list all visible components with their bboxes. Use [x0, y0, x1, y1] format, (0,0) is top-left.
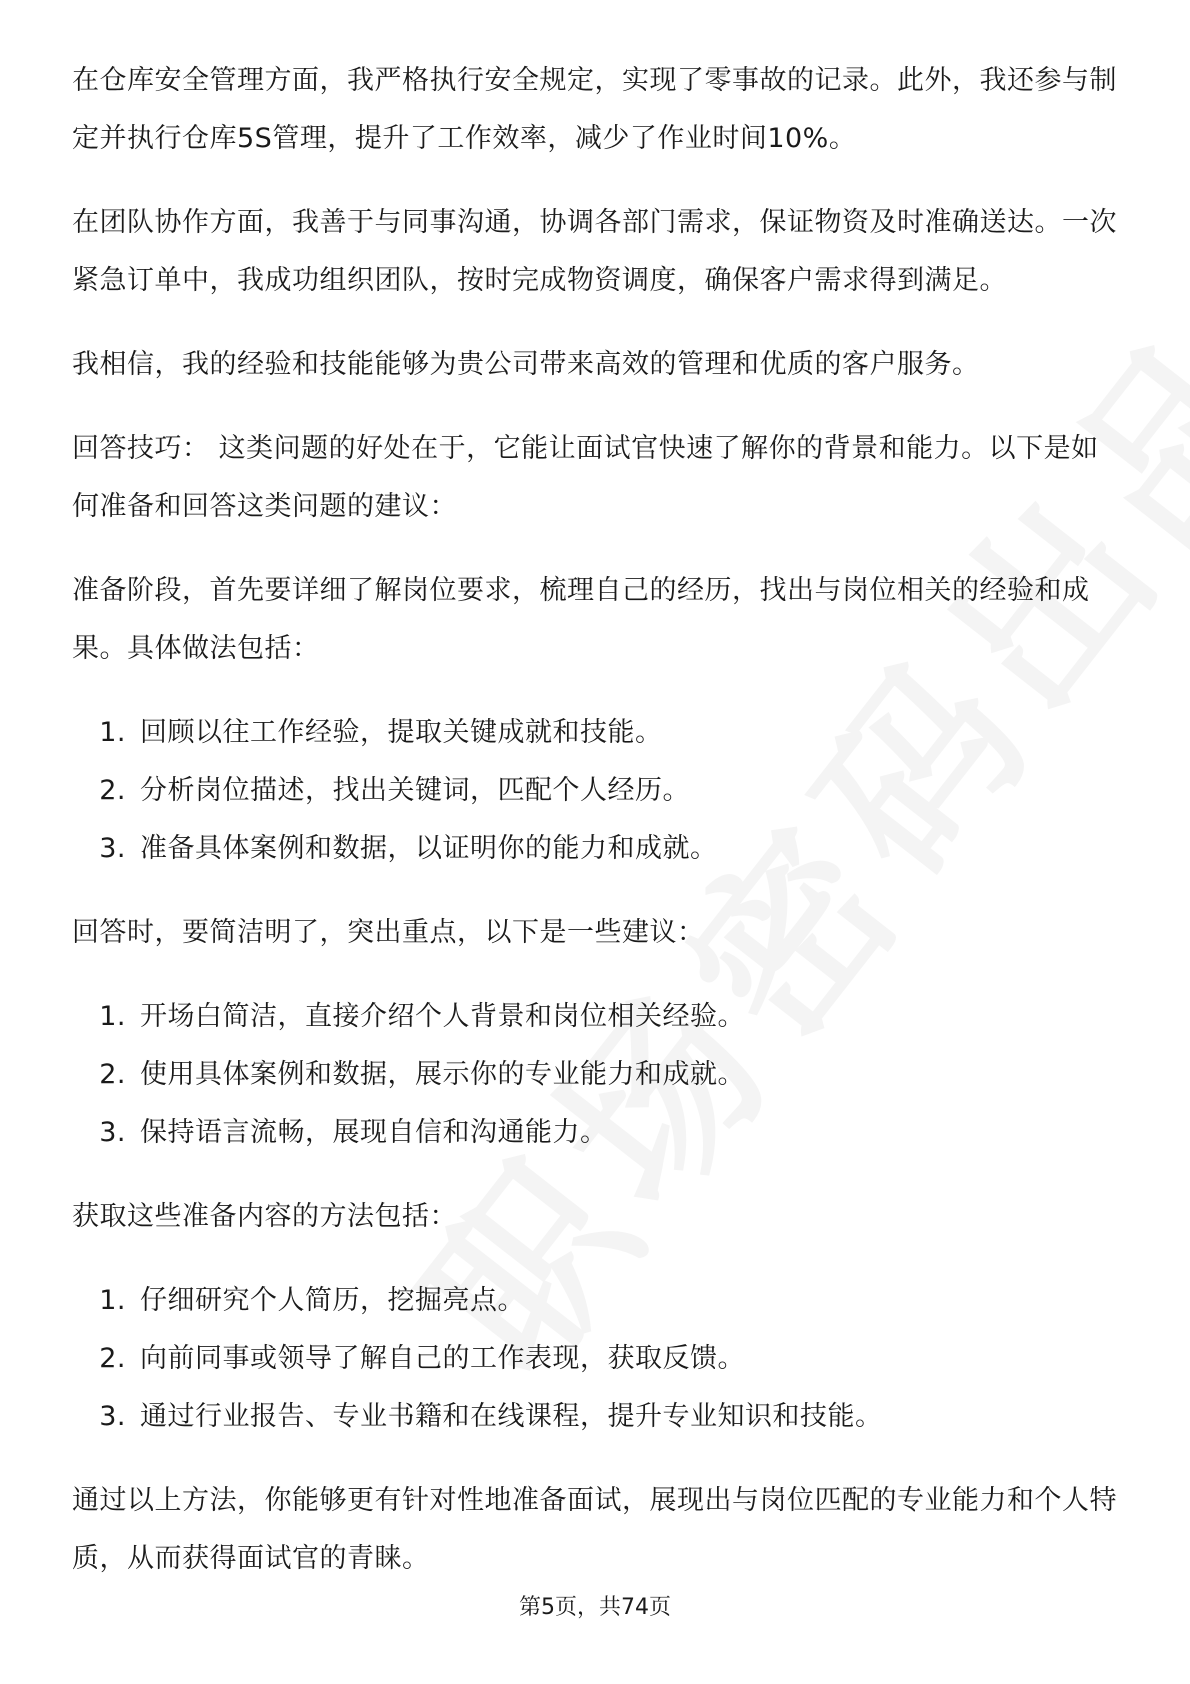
list-text: 仔细研究个人简历，挖掘亮点。 — [140, 1285, 525, 1316]
list-text: 向前同事或领导了解自己的工作表现，获取反馈。 — [140, 1343, 745, 1374]
paragraph-answer-tips: 回答技巧： 这类问题的好处在于，它能让面试官快速了解你的背景和能力。以下是如何准备和回答这类问题的建议： — [72, 433, 1099, 522]
list-item — [72, 1388, 1122, 1446]
paragraph-belief: 我相信，我的经验和技能能够为贵公司带来高效的管理和优质的客户服务。 — [72, 349, 980, 380]
list-number: 3. — [99, 1117, 126, 1148]
paragraph-conclusion: 通过以上方法，你能够更有针对性地准备面试，展现出与岗位匹配的专业能力和个人特质，从而获得面试官的青睐。 — [72, 1485, 1117, 1574]
list-text: 分析岗位描述，找出关键词，匹配个人经历。 — [140, 775, 690, 806]
list-number: 3. — [99, 1401, 126, 1432]
list-text: 准备具体案例和数据，以证明你的能力和成就。 — [140, 833, 718, 864]
list-item — [72, 1330, 1122, 1388]
document-body — [72, 52, 1122, 1614]
list-number: 1. — [99, 1001, 126, 1032]
list-answer — [72, 988, 1122, 1162]
list-item — [72, 1272, 1122, 1330]
list-text: 保持语言流畅，展现自信和沟通能力。 — [140, 1117, 608, 1148]
list-item — [72, 988, 1122, 1046]
list-item — [72, 1104, 1122, 1162]
list-item — [72, 1046, 1122, 1104]
list-number: 2. — [99, 1059, 126, 1090]
paragraph-methods: 获取这些准备内容的方法包括： — [72, 1201, 457, 1232]
list-number: 2. — [99, 775, 126, 806]
list-number: 1. — [99, 717, 126, 748]
list-text: 开场白简洁，直接介绍个人背景和岗位相关经验。 — [140, 1001, 745, 1032]
list-number: 1. — [99, 1285, 126, 1316]
list-item — [72, 704, 1122, 762]
list-item — [72, 762, 1122, 820]
list-preparation — [72, 704, 1122, 878]
paragraph-warehouse-safety: 在仓库安全管理方面，我严格执行安全规定，实现了零事故的记录。此外，我还参与制定并执行仓库5S管理，提升了工作效率，减少了作业时间10%。 — [72, 65, 1117, 154]
list-item — [72, 820, 1122, 878]
list-text: 通过行业报告、专业书籍和在线课程，提升专业知识和技能。 — [140, 1401, 883, 1432]
paragraph-answer: 回答时，要简洁明了，突出重点，以下是一些建议： — [72, 917, 705, 948]
paragraph-teamwork: 在团队协作方面，我善于与同事沟通，协调各部门需求，保证物资及时准确送达。一次紧急订单中，我成功组织团队，按时完成物资调度，确保客户需求得到满足。 — [72, 207, 1117, 296]
list-number: 3. — [99, 833, 126, 864]
page-number-footer: 第5页，共74页 — [519, 1595, 671, 1620]
list-text: 使用具体案例和数据，展示你的专业能力和成就。 — [140, 1059, 745, 1090]
list-number: 2. — [99, 1343, 126, 1374]
paragraph-preparation: 准备阶段，首先要详细了解岗位要求，梳理自己的经历，找出与岗位相关的经验和成果。具体做法包括： — [72, 575, 1090, 664]
list-text: 回顾以往工作经验，提取关键成就和技能。 — [140, 717, 663, 748]
list-methods — [72, 1272, 1122, 1446]
